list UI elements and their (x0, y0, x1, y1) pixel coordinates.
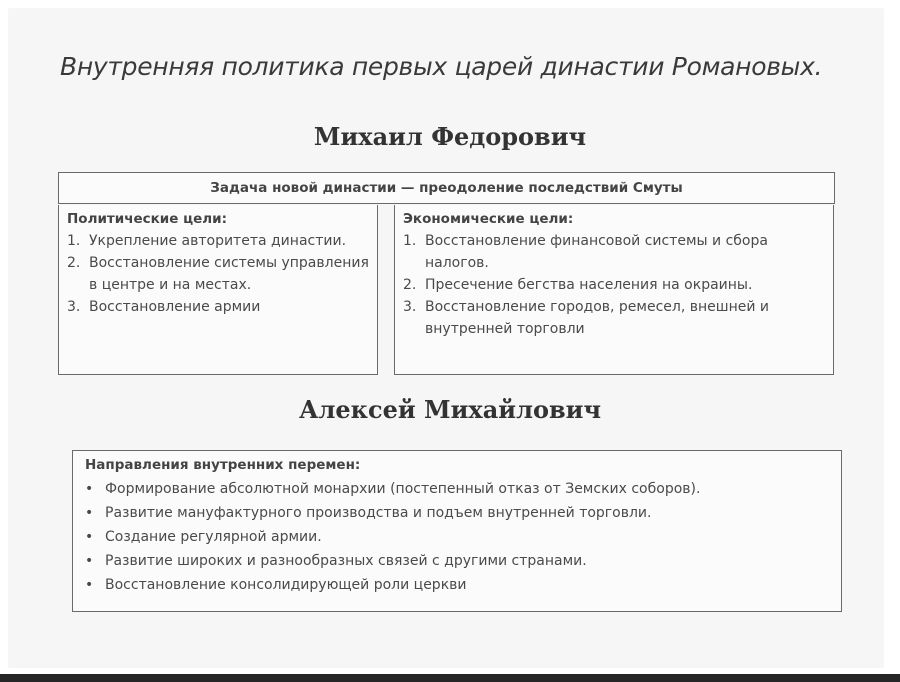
list-item: 1. Восстановление финансовой системы и сбора налогов. (403, 233, 768, 271)
list-item: • Создание регулярной армии. (85, 525, 829, 549)
directions-box (72, 450, 842, 612)
list-item: • Формирование абсолютной монархии (постепенный отказ от Земских соборов). (85, 477, 829, 501)
economic-goals-box (394, 205, 834, 375)
political-goals-list (67, 230, 369, 318)
list-item: • Развитие мануфактурного производства и подъем внутренней торговли. (85, 501, 829, 525)
list-item: 1. Укрепление авторитета династии. (67, 233, 347, 249)
heading-alexey: Алексей Михайлович (298, 395, 602, 424)
political-goals-box (58, 205, 378, 375)
list-item: 3. Восстановление армии (67, 299, 261, 315)
list-item: • Восстановление консолидирующей роли церкви (85, 573, 829, 597)
bullet-icon: • (85, 529, 94, 545)
economic-goals-title: Экономические цели: (403, 211, 574, 227)
task-box (58, 172, 835, 204)
political-goals-title: Политические цели: (67, 211, 228, 227)
bullet-icon: • (85, 505, 94, 521)
bullet-icon: • (85, 481, 94, 497)
list-item: 2. Пресечение бегства населения на окраины. (403, 277, 753, 293)
list-item: 3. Восстановление городов, ремесел, внешней и внутренней торговли (403, 299, 769, 337)
task-text: Задача новой династии — преодоление последствий Смуты (210, 180, 683, 196)
bottom-bar (0, 674, 900, 682)
directions-list (85, 477, 829, 597)
list-item: • Развитие широких и разнообразных связей с другими странами. (85, 549, 829, 573)
heading-mikhail: Михаил Федорович (313, 122, 587, 151)
list-item: 2. Восстановление системы управления в центре и на местах. (67, 255, 369, 293)
document-title: Внутренняя политика первых царей династии Романовых. (60, 52, 823, 81)
bullet-icon: • (85, 577, 94, 593)
directions-title: Направления внутренних перемен: (85, 457, 361, 473)
bullet-icon: • (85, 553, 94, 569)
economic-goals-list (403, 230, 825, 340)
